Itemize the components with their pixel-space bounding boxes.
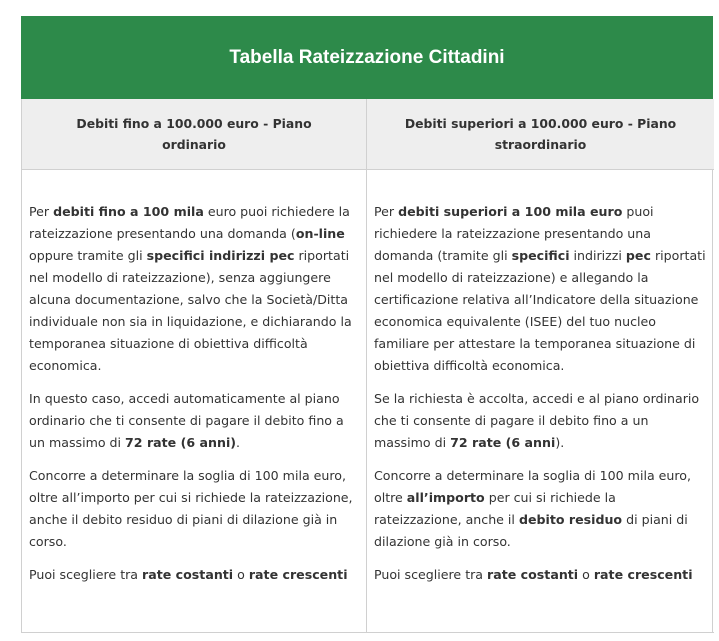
text-run: ). <box>555 435 565 450</box>
paragraph <box>374 465 706 553</box>
text-run: per cui si richiede la rateizzazione, anche il <box>374 490 616 527</box>
paragraph <box>374 564 706 586</box>
text-run: oppure tramite gli <box>29 248 147 263</box>
text-run: Puoi scegliere tra <box>374 567 488 582</box>
cell-ordinario <box>22 170 367 633</box>
bold-text: pec <box>625 248 651 263</box>
bold-text: rate costanti <box>487 567 579 582</box>
text-run: . <box>236 435 241 450</box>
bold-text: rate crescenti <box>248 567 348 582</box>
text-run: In questo caso, accedi automaticamente al piano ordinario che ti consente di pagare il debito fino a un massimo di <box>29 391 344 450</box>
rateizzazione-table <box>21 16 713 633</box>
column-header-ordinario: Debiti fino a 100.000 euro - Piano ordinario <box>22 99 367 170</box>
text-run: riportati nel modello di rateizzazione) e allegando la certificazione relativa all’Indicatore della situazione economica equivalente (ISEE) del tuo nucleo familiare per attestare la temporanea situazione di obiettiva difficoltà economica. <box>374 248 706 373</box>
text-run: Per <box>374 204 399 219</box>
bold-text: debiti superiori a 100 mila euro <box>398 204 623 219</box>
text-run: Concorre a determinare la soglia di 100 mila euro, oltre all’importo per cui si richiede la rateizzazione, anche il debito residuo di piani di dilazione già in corso. <box>29 468 353 549</box>
text-run: Per <box>29 204 54 219</box>
paragraph <box>29 564 358 586</box>
bold-text: rate costanti <box>142 567 234 582</box>
text-run: euro puoi richiedere la rateizzazione presentando una domanda ( <box>29 204 350 241</box>
bold-text: rate crescenti <box>593 567 693 582</box>
text-run: o <box>233 567 249 582</box>
bold-text: on-line <box>295 226 345 241</box>
bold-text: debito residuo <box>518 512 623 527</box>
bold-text: 72 rate (6 anni) <box>125 435 237 450</box>
text-run: Concorre a determinare la soglia di 100 mila euro, oltre <box>374 468 692 505</box>
paragraph <box>29 201 358 377</box>
text-run: puoi richiedere la rateizzazione presentando una domanda (tramite gli <box>374 204 654 263</box>
text-run: Se la richiesta è accolta, accedi e al piano ordinario che ti consente di pagare il debito fino a un massimo di <box>374 391 700 450</box>
text-run: riportati nel modello di rateizzazione), senza aggiungere alcuna documentazione, salvo che la Società/Ditta individuale non sia in liquidazione, e dichiarando la temporanea situazione di obiettiva difficoltà economica. <box>29 248 352 373</box>
bold-text: specifici <box>511 248 570 263</box>
paragraph <box>29 465 358 553</box>
paragraph <box>374 388 706 454</box>
text-run: o <box>578 567 594 582</box>
table-title: Tabella Rateizzazione Cittadini <box>21 16 713 99</box>
paragraph <box>374 201 706 377</box>
bold-text: all’importo <box>406 490 485 505</box>
text-run: Puoi scegliere tra <box>29 567 143 582</box>
bold-text: debiti fino a 100 mila <box>53 204 204 219</box>
column-header-straordinario: Debiti superiori a 100.000 euro - Piano straordinario <box>367 99 714 170</box>
bold-text: specifici indirizzi pec <box>146 248 295 263</box>
text-run: indirizzi <box>569 248 626 263</box>
bold-text: 72 rate (6 anni <box>450 435 556 450</box>
paragraph <box>29 388 358 454</box>
cell-straordinario <box>367 170 714 633</box>
text-run: di piani di dilazione già in corso. <box>374 512 688 549</box>
table-grid <box>21 99 713 633</box>
